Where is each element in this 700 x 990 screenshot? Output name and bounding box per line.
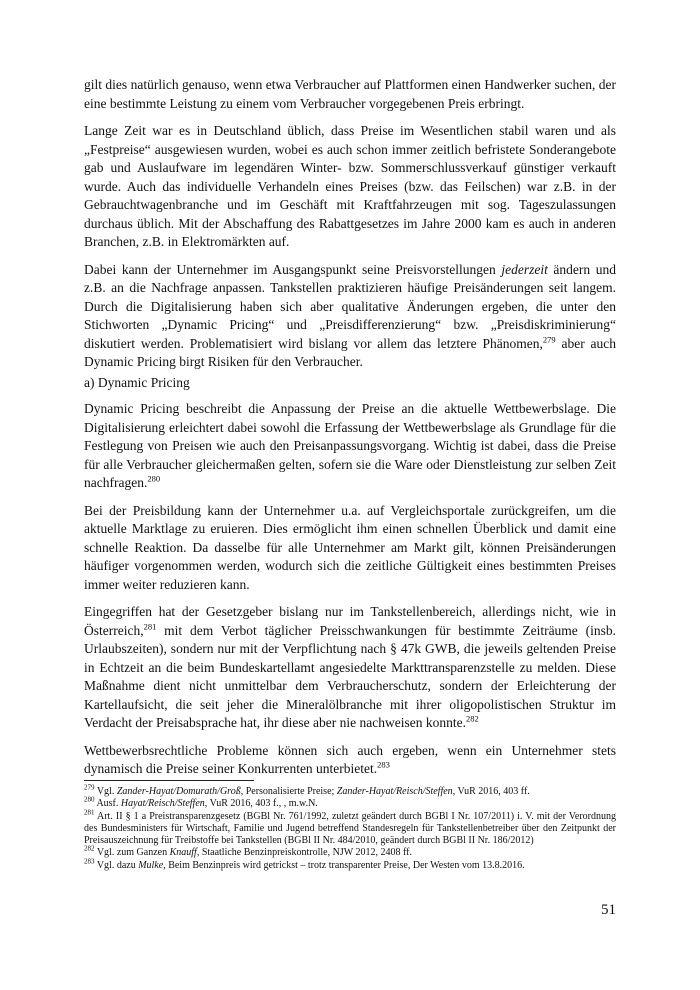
footnote-divider	[84, 780, 254, 781]
footnote-text: Vgl.	[94, 786, 117, 797]
paragraph-3-text-b: ändern und z.B. an die Nachfrage anpassen. Tankstellen praktizieren häufige Preisänderungen seit langem. Durch die Digitalisierung haben sich aber qualitative Änderungen ergeben, die unter den Stichworten „Dynamic Pricing“ und „Preisdifferenzierung“ bzw. „Preisdiskriminierung“ diskutiert werden. Problematisiert wird bislang vor allem das letztere Phänomen,	[84, 261, 616, 351]
footnote-author: Mulke	[138, 859, 164, 871]
footnote-number: 281	[84, 808, 95, 817]
section-heading: a) Dynamic Pricing	[84, 375, 190, 390]
footnote-282	[84, 847, 616, 859]
paragraph-6-text-a: Eingegriffen hat der Gesetzgeber bislang nur im Tankstellenbereich, allerdings nicht, wie in Österreich,	[84, 604, 616, 638]
footnote-number: 280	[84, 795, 95, 804]
paragraph-4	[84, 400, 616, 493]
paragraph-3-text-c: aber auch Dynamic Pricing birgt Risiken für den Verbraucher.	[84, 335, 617, 369]
paragraph-7	[84, 742, 616, 779]
page-number: 51	[601, 902, 616, 918]
paragraph-6	[84, 603, 616, 733]
paragraph-7-text: Wettbewerbsrechtliche Probleme können sich auch ergeben, wenn ein Unternehmer stets dynamisch die Preise seiner Konkurrenten unterbietet.	[84, 742, 616, 776]
footnote-text: Vgl. dazu	[94, 859, 139, 871]
paragraph-1: gilt dies natürlich genauso, wenn etwa Verbraucher auf Plattformen einen Handwerker suchen, der eine bestimmte Leistung zu einem vom Verbraucher vorgegebenen Preis erbringt.	[84, 77, 616, 111]
paragraph-4-text: Dynamic Pricing beschreibt die Anpassung der Preise an die aktuelle Wettbewerbslage. Die Digitalisierung erleichtert dabei sowohl die Erfassung der Wettbewerbslage als Grundlage für die Festlegung von Preisen wie auch den Preisanpassungsvorgang. Wichtig ist dabei, dass die Preise für alle Verbraucher gleichermaßen gelten, sofern sie die Ware oder Dienstleistung zur selben Zeit nachfragen.	[84, 401, 616, 490]
footnote-279	[84, 783, 616, 798]
footnote-283	[84, 857, 616, 872]
paragraph-3	[84, 261, 616, 372]
footnote-number: 283	[84, 857, 95, 866]
footnote-number: 282	[84, 845, 95, 854]
footnote-author: Zander-Hayat/Reisch/Steffen	[336, 786, 453, 797]
paragraph-2: Lange Zeit war es in Deutschland üblich, dass Preise im Wesentlichen stabil waren und als „Festpreise“ ausgewiesen wurden, wobei es auch schon immer zeitlich befristete Sonderangebote gab und Auslaufware im legendären Winter- bzw. Sommerschlussverkauf günstiger verkauft wurde. Auch das individuelle Verhandeln eines Preises (bzw. das Feilschen) war z.B. in der Gebrauchtwagenbranche und im Geschäft mit Kraftfahrzeugen mit sog. Tageszulassungen durchaus üblich. Mit der Abschaffung des Rabattgesetzes im Jahre 2000 kam es auch in anderen Branchen, z.B. in Elektromärkten auf.	[84, 123, 616, 249]
footnote-author: Hayat/Reisch/Steffen	[120, 798, 205, 810]
footnote-text: Ausf.	[94, 798, 121, 810]
footnote-281	[84, 808, 616, 848]
footnote-author: Knauff	[169, 847, 197, 859]
footnote-text: , Beim Benzinpreis wird getrickst – trotz transparenter Preise, Der Westen vom 13.8.2016.	[163, 859, 525, 871]
footnote-ref-280[interactable]: 280	[147, 473, 161, 484]
footnote-text: Vgl. zum Ganzen	[94, 847, 170, 859]
footnote-text: , Personalisierte Preise;	[240, 786, 337, 797]
footnote-text: Art. II § 1 a Preistransparenzgesetz (BGBl Nr. 761/1992, zuletzt geändert durch BGBl I Nr. 107/2011) i. V. mit der Verordnung des Bundesministers für Wirtschaft, Familie und Jugend betreffend Standesregeln für Tankstellenbetreiber über den Zeitpunkt der Preisauszeichnung für Treibstoffe bei Tankstellen (BGBl II Nr. 484/2010, geändert durch BGBl II Nr. 186/2012)	[84, 810, 616, 847]
body-text-top	[84, 76, 616, 381]
footnote-author: Zander-Hayat/Domurath/Groß	[116, 786, 241, 797]
footnote-ref-279[interactable]: 279	[542, 334, 556, 344]
footnote-ref-282[interactable]: 282	[465, 713, 479, 724]
footnote-number: 279	[84, 783, 95, 792]
footnote-ref-281[interactable]: 281	[143, 621, 157, 631]
paragraph-3-emphasis: jederzeit	[501, 261, 548, 277]
footnotes	[84, 783, 616, 872]
paragraph-6-text-b: mit dem Verbot täglicher Preisschwankungen für bestimmte Zeiträume (insb. Urlaubszeiten), sondern nur mit der Verpflichtung nach § 47k GWB, die jeweils geltenden Preise in Echtzeit an die beim Bundeskartellamt angesiedelte Markttransparenzstelle zu melden. Diese Maßnahme dient nicht unmittelbar dem Verbraucherschutz, sondern der Erleichterung der Kartellaufsicht, die seit jeher die Mineralölbranche mit ihrer oligopolistischen Struktur im Verdacht der Preisabsprache hat, ihr diese aber nie nachweisen konnte.	[84, 622, 616, 730]
footnote-text: , Staatliche Benzinpreiskontrolle, NJW 2012, 2408 ff.	[196, 847, 412, 859]
footnote-text: , VuR 2016, 403 f., , m.w.N.	[204, 798, 318, 810]
paragraph-5: Bei der Preisbildung kann der Unternehmer u.a. auf Vergleichsportale zurückgreifen, um die aktuelle Marktlage zu eruieren. Dies ermöglicht ihm einen schnellen Überblick und damit eine schnelle Reaktion. Da dasselbe für alle Unternehmer am Markt gilt, können Preisänderungen häufiger vorgenommen werden, wodurch sich die zeitliche Gültigkeit eines bestimmten Preises immer weiter reduzieren kann.	[84, 502, 616, 592]
footnote-280	[84, 795, 616, 810]
footnote-ref-283[interactable]: 283	[377, 759, 390, 770]
body-text-bottom	[84, 400, 616, 788]
footnote-text: , VuR 2016, 403 ff.	[452, 786, 530, 797]
paragraph-3-text-a: Dabei kann der Unternehmer im Ausgangspunkt seine Preisvorstellungen	[84, 261, 502, 277]
